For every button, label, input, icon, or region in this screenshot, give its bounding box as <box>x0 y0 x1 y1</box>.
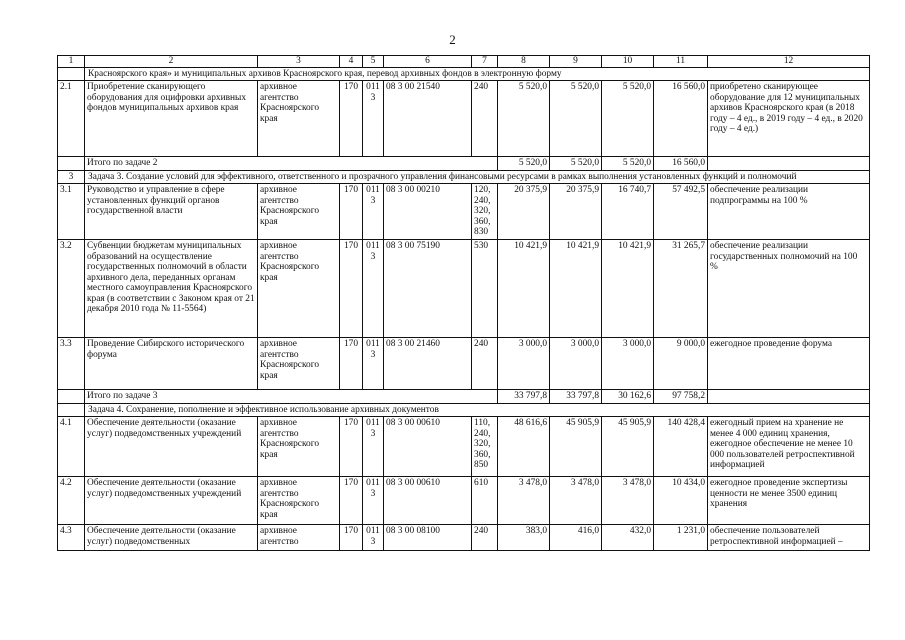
row-c4: 170 <box>340 240 363 338</box>
row-agency: архивное агентство Красноярского края <box>258 338 340 390</box>
row-id: 3.2 <box>58 240 85 338</box>
row-c6: 08 3 00 75190 <box>384 240 472 338</box>
row-c8: 3 478,0 <box>498 477 550 525</box>
row-c7: 610 <box>472 477 498 525</box>
row-c11: 140 428,4 <box>654 417 708 477</box>
task-row <box>58 403 870 417</box>
row-c7: 530 <box>472 240 498 338</box>
row-c4: 170 <box>340 417 363 477</box>
col-header: 8 <box>498 56 550 68</box>
total-c8: 33 797,8 <box>498 390 550 404</box>
row-c6: 08 3 00 00610 <box>384 477 472 525</box>
row-result: ежегодное проведение экспертизы ценности не менее 3500 единиц хранения <box>708 477 870 525</box>
row-agency: архивное агентство <box>258 525 340 551</box>
task-text: Задача 4. Сохранение, пополнение и эффективное использование архивных документов <box>85 403 870 417</box>
row-c4: 170 <box>340 184 363 240</box>
total-c8: 5 520,0 <box>498 157 550 171</box>
row-c10: 432,0 <box>602 525 654 551</box>
row-c5: 0113 <box>363 417 384 477</box>
row-name: Приобретение сканирующего оборудования для оцифровки архивных фондов муниципальных архивов края <box>85 81 258 157</box>
row-c5: 0113 <box>363 338 384 390</box>
row-result: ежегодное проведение форума <box>708 338 870 390</box>
row-c10: 3 000,0 <box>602 338 654 390</box>
row-c7: 240 <box>472 338 498 390</box>
row-c9: 10 421,9 <box>550 240 602 338</box>
total-c11: 16 560,0 <box>654 157 708 171</box>
row-c10: 10 421,9 <box>602 240 654 338</box>
row-c5: 0113 <box>363 525 384 551</box>
col-header: 2 <box>85 56 258 68</box>
row-c11: 31 265,7 <box>654 240 708 338</box>
row-id: 4.3 <box>58 525 85 551</box>
row-result: обеспечение реализации подпрограммы на 100 % <box>708 184 870 240</box>
row-c6: 08 3 00 08100 <box>384 525 472 551</box>
row-c11: 16 560,0 <box>654 81 708 157</box>
row-id: 4.2 <box>58 477 85 525</box>
row-c9: 3 000,0 <box>550 338 602 390</box>
total-c10: 30 162,6 <box>602 390 654 404</box>
page-number: 2 <box>449 32 456 47</box>
total-label: Итого по задаче 3 <box>85 390 498 404</box>
col-header: 1 <box>58 56 85 68</box>
table-row <box>58 477 870 525</box>
row-agency: архивное агентство Красноярского края <box>258 81 340 157</box>
row-c10: 5 520,0 <box>602 81 654 157</box>
row-c8: 10 421,9 <box>498 240 550 338</box>
row-result: обеспечение реализации государственных полномочий на 100 % <box>708 240 870 338</box>
task-text: Задача 3. Создание условий для эффективного, ответственного и прозрачного управления финансовыми ресурсами в рамках выполнения установленных функций и полномочий <box>85 170 870 184</box>
total-label: Итого по задаче 2 <box>85 157 498 171</box>
row-name: Проведение Сибирского исторического форума <box>85 338 258 390</box>
total-c10: 5 520,0 <box>602 157 654 171</box>
col-header: 9 <box>550 56 602 68</box>
continuation-row <box>58 67 870 81</box>
row-id: 4.1 <box>58 417 85 477</box>
row-c7: 120, 240, 320, 360, 830 <box>472 184 498 240</box>
row-c11: 9 000,0 <box>654 338 708 390</box>
row-c9: 5 520,0 <box>550 81 602 157</box>
budget-table <box>57 55 870 551</box>
row-c8: 48 616,6 <box>498 417 550 477</box>
row-c11: 57 492,5 <box>654 184 708 240</box>
row-agency: архивное агентство Красноярского края <box>258 477 340 525</box>
row-c10: 16 740,7 <box>602 184 654 240</box>
col-header: 4 <box>340 56 363 68</box>
row-id: 2.1 <box>58 81 85 157</box>
row-c10: 3 478,0 <box>602 477 654 525</box>
row-id: 3.1 <box>58 184 85 240</box>
header-row <box>58 56 870 68</box>
row-c11: 1 231,0 <box>654 525 708 551</box>
row-c4: 170 <box>340 525 363 551</box>
row-agency: архивное агентство Красноярского края <box>258 240 340 338</box>
row-result: обеспечение пользователей ретроспективной информацией – <box>708 525 870 551</box>
table-row <box>58 417 870 477</box>
row-c8: 5 520,0 <box>498 81 550 157</box>
col-header: 12 <box>708 56 870 68</box>
row-c4: 170 <box>340 477 363 525</box>
task-row <box>58 170 870 184</box>
task-id: 3 <box>58 170 85 184</box>
row-result: приобретено сканирующее оборудование для 12 муниципальных архивов Красноярского края (в 2018 году – 4 ед., в 2019 году – 4 ед., в 2020 году – 4 ед.) <box>708 81 870 157</box>
col-header: 3 <box>258 56 340 68</box>
row-name: Обеспечение деятельности (оказание услуг) подведомственных учреждений <box>85 477 258 525</box>
row-c7: 240 <box>472 525 498 551</box>
row-c11: 10 434,0 <box>654 477 708 525</box>
row-c9: 45 905,9 <box>550 417 602 477</box>
row-c8: 383,0 <box>498 525 550 551</box>
total-c9: 33 797,8 <box>550 390 602 404</box>
row-c6: 08 3 00 21540 <box>384 81 472 157</box>
row-c6: 08 3 00 00210 <box>384 184 472 240</box>
total-c11: 97 758,2 <box>654 390 708 404</box>
row-agency: архивное агентство Красноярского края <box>258 184 340 240</box>
table-row <box>58 338 870 390</box>
total-row <box>58 390 870 404</box>
row-c9: 416,0 <box>550 525 602 551</box>
table-row <box>58 81 870 157</box>
row-name: Субвенции бюджетам муниципальных образований на осуществление государственных полномочий в области архивного дела, переданных органам местного самоуправления Красноярского края (в соответствии с Законом края от 21 декабря 2010 года № 11-5564) <box>85 240 258 338</box>
col-header: 6 <box>384 56 472 68</box>
col-header: 7 <box>472 56 498 68</box>
row-name: Обеспечение деятельности (оказание услуг) подведомственных <box>85 525 258 551</box>
row-c4: 170 <box>340 81 363 157</box>
row-c8: 3 000,0 <box>498 338 550 390</box>
total-row <box>58 157 870 171</box>
row-c5: 0113 <box>363 477 384 525</box>
row-result: ежегодный прием на хранение не менее 4 000 единиц хранения, ежегодное обеспечение не менее 10 000 пользователей ретроспективной информацией <box>708 417 870 477</box>
col-header: 11 <box>654 56 708 68</box>
row-c8: 20 375,9 <box>498 184 550 240</box>
row-c6: 08 3 00 00610 <box>384 417 472 477</box>
row-c9: 20 375,9 <box>550 184 602 240</box>
row-id: 3.3 <box>58 338 85 390</box>
row-c7: 110, 240, 320, 360, 850 <box>472 417 498 477</box>
row-c7: 240 <box>472 81 498 157</box>
row-c6: 08 3 00 21460 <box>384 338 472 390</box>
row-c10: 45 905,9 <box>602 417 654 477</box>
table-row <box>58 525 870 551</box>
col-header: 10 <box>602 56 654 68</box>
row-agency: архивное агентство Красноярского края <box>258 417 340 477</box>
row-name: Обеспечение деятельности (оказание услуг) подведомственных учреждений <box>85 417 258 477</box>
row-c5: 0113 <box>363 240 384 338</box>
row-name: Руководство и управление в сфере установленных функций органов государственной власти <box>85 184 258 240</box>
row-c9: 3 478,0 <box>550 477 602 525</box>
table-row <box>58 240 870 338</box>
continuation-text: Красноярского края» и муниципальных архивов Красноярского края, перевод архивных фондов в электронную форму <box>85 67 870 81</box>
col-header: 5 <box>363 56 384 68</box>
table-row <box>58 184 870 240</box>
row-c5: 0113 <box>363 81 384 157</box>
row-c5: 0113 <box>363 184 384 240</box>
row-c4: 170 <box>340 338 363 390</box>
total-c9: 5 520,0 <box>550 157 602 171</box>
